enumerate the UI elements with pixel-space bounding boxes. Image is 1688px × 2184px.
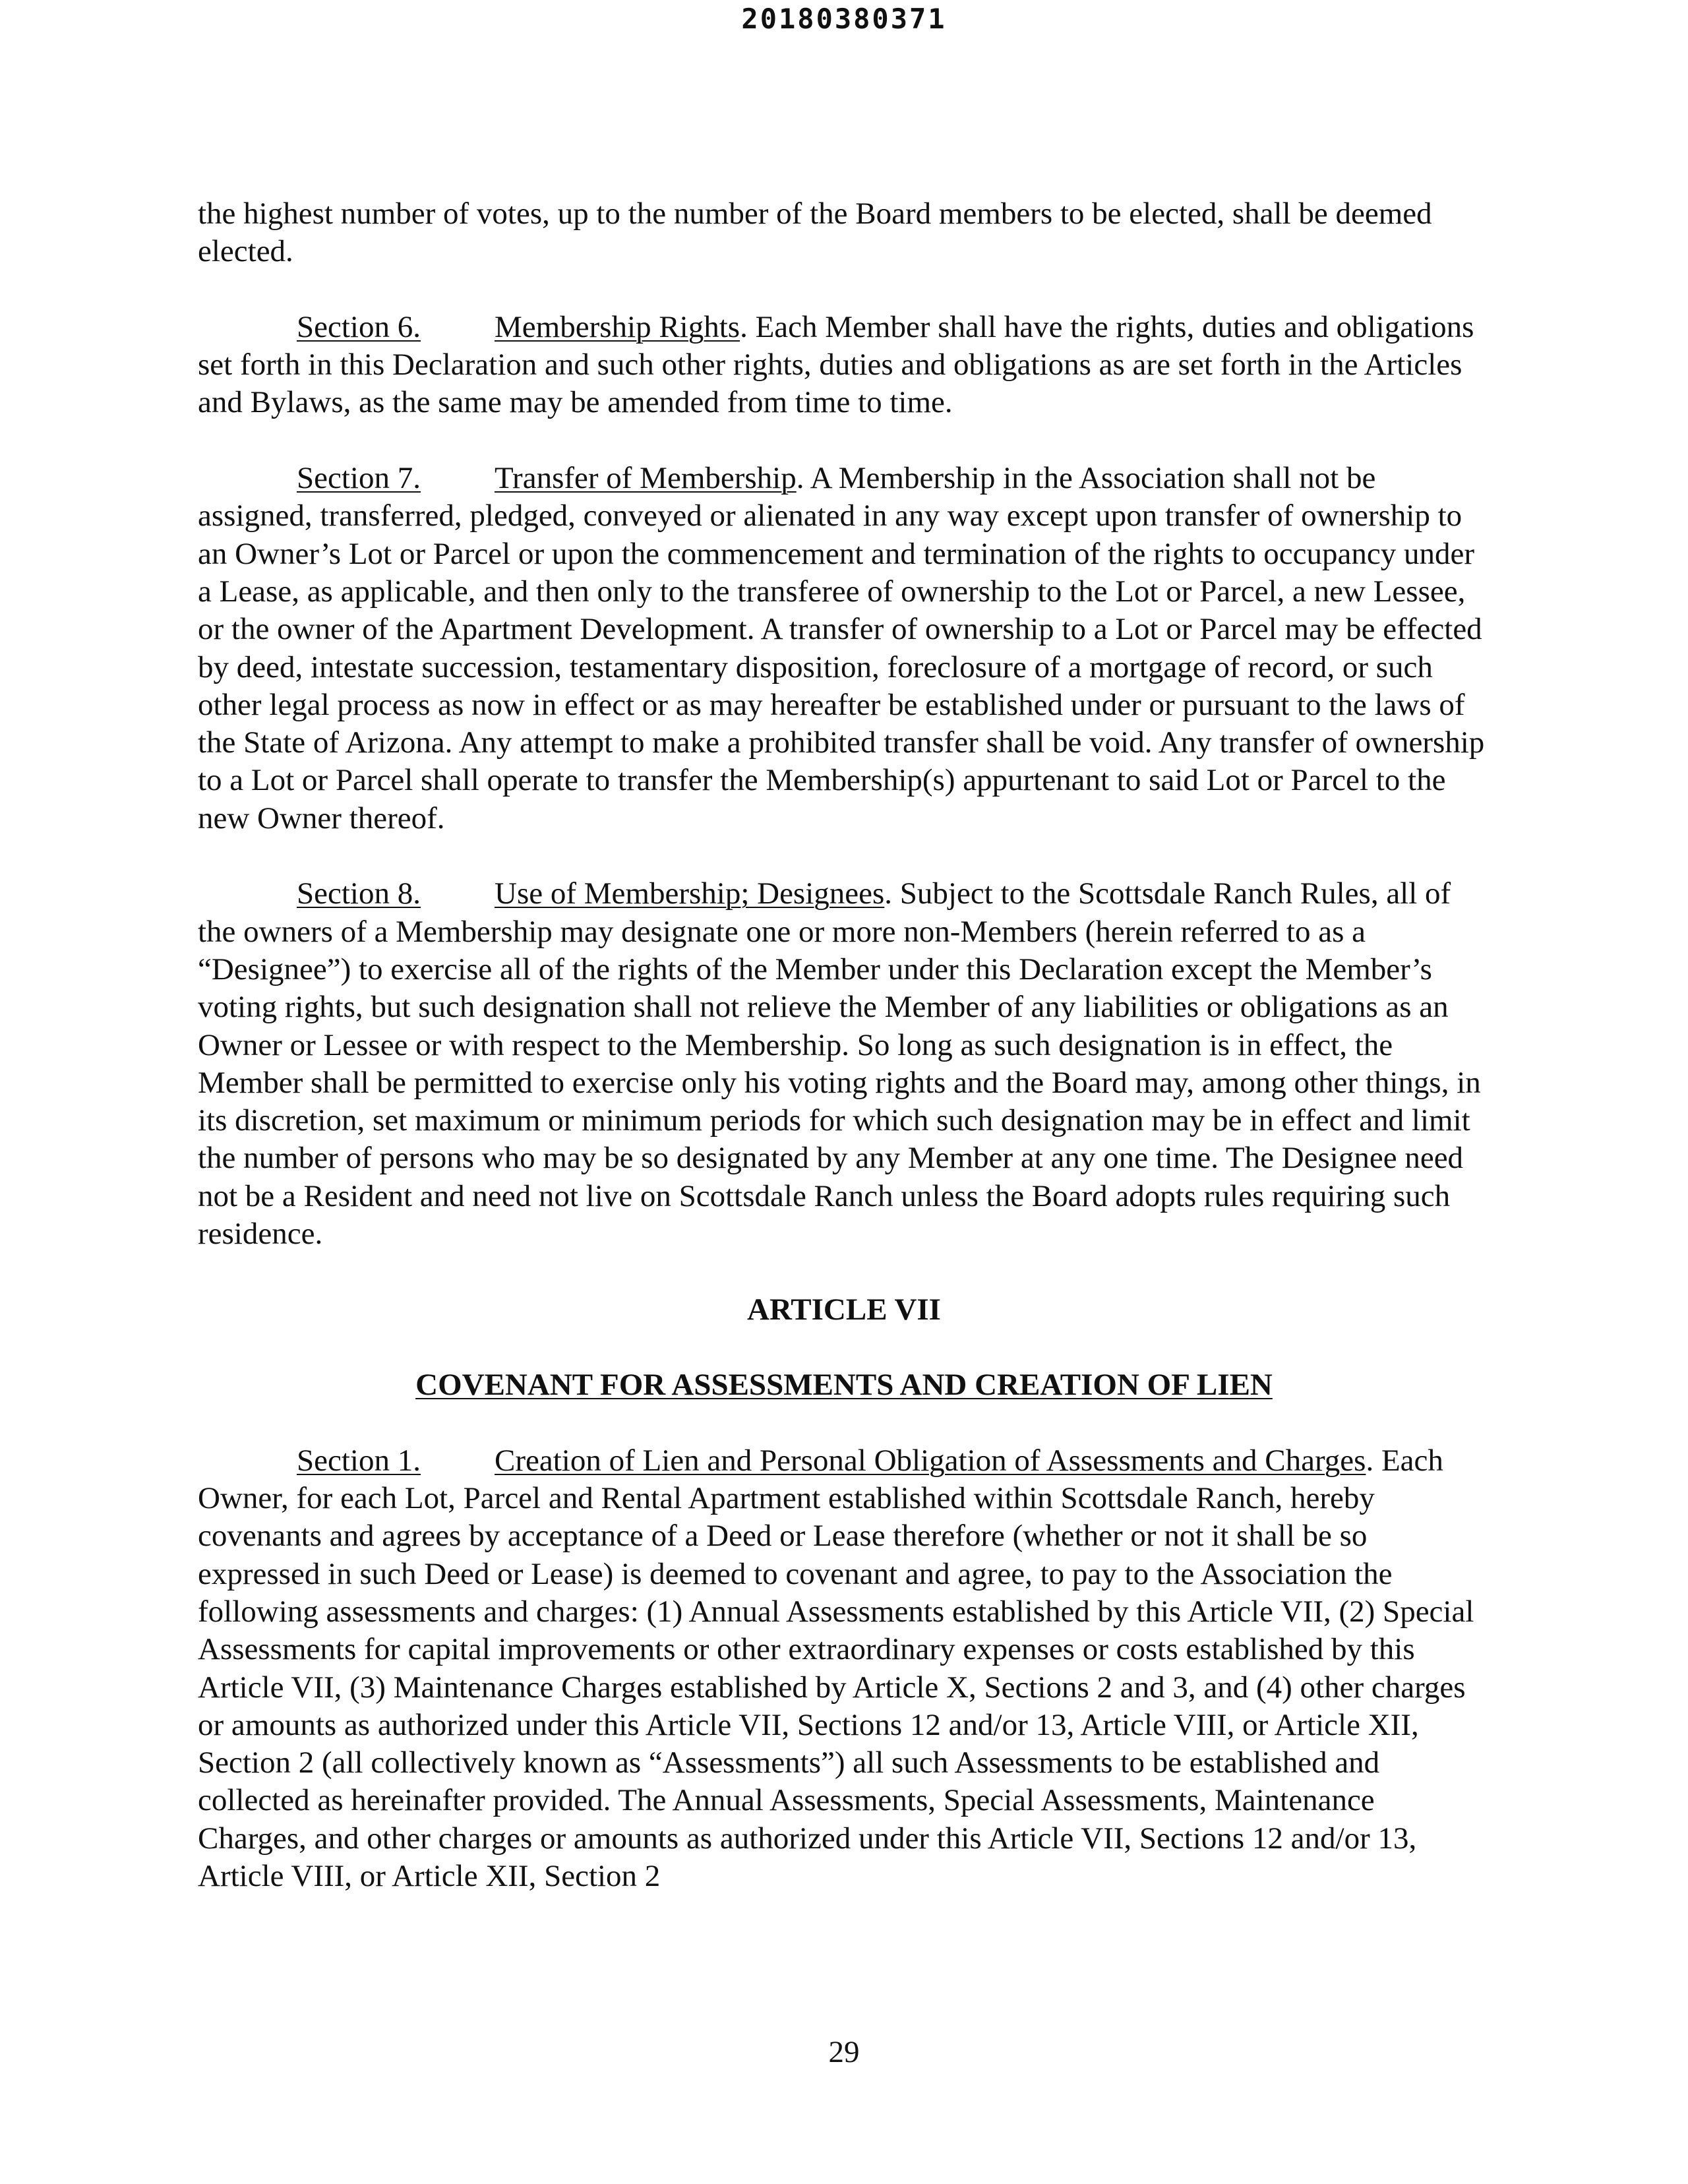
document-number: 20180380371 xyxy=(741,3,947,35)
article-section-1-number: Section 1. xyxy=(297,1443,421,1478)
article-section-1-text: Each Owner, for each Lot, Parcel and Rental Apartment established within Scottsdale Ranch, hereby covenants and agrees by acceptance of a Deed or Lease therefore (whether or not it shall be so expressed in such Deed or Lease) is deemed to covenant and agree, to pay to the Association the following assessments and charges: (1) Annual Assessments established by this Article VII, (2) Special Assessments for capital improvements or other extraordinary expenses or costs established by this Article VII, (3) Maintenance Charges established by Article X, Sections 2 and 3, and (4) other charges or amounts as authorized under this Article VII, Sections 12 and/or 13, Article VIII, or Article XII, Section 2 (all collectively known as “Assessments”) all such Assessments to be established and collected as hereinafter provided. The Annual Assessments, Special Assessments, Maintenance Charges, and other charges or amounts as authorized under this Article VII, Sections 12 and/or 13, Article VIII, or Article XII, Section 2 xyxy=(198,1443,1474,1894)
section-6-title: Membership Rights xyxy=(495,309,740,344)
article-title-wrap xyxy=(198,1366,1490,1404)
section-8-paragraph: Section 8. Use of Membership; Designees. Subject to the Scottsdale Ranch Rules, all of the owners of a Membership may designate one or more non-Members (herein referred to as a “Designee”) to exercise all of the rights of the Member under this Declaration except the Member’s voting rights, but such designation shall not relieve the Member of any liabilities or obligations as an Owner or Lessee or with respect to the Membership. So long as such designation is in effect, the Member shall be permitted to exercise only his voting rights and the Board may, among other things, in its discretion, set maximum or minimum periods for which such designation may be in effect and limit the number of persons who may be so designated by any Member at any one time. The Designee need not be a Resident and need not live on Scottsdale Ranch unless the Board adopts rules requiring such residence. xyxy=(198,876,1481,1252)
page-body xyxy=(198,195,1490,1933)
article-section-1-paragraph: Section 1. Creation of Lien and Personal Obligation of Assessments and Charges. Each Owner, for each Lot, Parcel and Rental Apartment established within Scottsdale Ranch, hereby covenants and agrees by acceptance of a Deed or Lease therefore (whether or not it shall be so expressed in such Deed or Lease) is deemed to covenant and agree, to pay to the Association the following assessments and charges: (1) Annual Assessments established by this Article VII, (2) Special Assessments for capital improvements or other extraordinary expenses or costs established by this Article VII, (3) Maintenance Charges established by Article X, Sections 2 and 3, and (4) other charges or amounts as authorized under this Article VII, Sections 12 and/or 13, Article VIII, or Article XII, Section 2 (all collectively known as “Assessments”) all such Assessments to be established and collected as hereinafter provided. The Annual Assessments, Special Assessments, Maintenance Charges, and other charges or amounts as authorized under this Article VII, Sections 12 and/or 13, Article VIII, or Article XII, Section 2 xyxy=(198,1443,1474,1894)
section-7-text: A Membership in the Association shall not be assigned, transferred, pledged, conveyed or alienated in any way except upon transfer of ownership to an Owner’s Lot or Parcel or upon the commencement and termination of the rights to occupancy under a Lease, as applicable, and then only to the transferee of ownership to the Lot or Parcel, a new Lessee, or the owner of the Apartment Development. A transfer of ownership to a Lot or Parcel may be effected by deed, intestate succession, testamentary disposition, foreclosure of a mortgage of record, or such other legal process as now in effect or as may hereafter be established under or pursuant to the laws of the State of Arizona. Any attempt to make a prohibited transfer shall be void. Any transfer of ownership to a Lot or Parcel shall operate to transfer the Membership(s) appurtenant to said Lot or Parcel to the new Owner thereof. xyxy=(198,461,1485,835)
section-7-paragraph: Section 7. Transfer of Membership. A Membership in the Association shall not be assigned, transferred, pledged, conveyed or alienated in any way except upon transfer of ownership to an Owner’s Lot or Parcel or upon the commencement and termination of the rights to occupancy under a Lease, as applicable, and then only to the transferee of ownership to the Lot or Parcel, a new Lessee, or the owner of the Apartment Development. A transfer of ownership to a Lot or Parcel may be effected by deed, intestate succession, testamentary disposition, foreclosure of a mortgage of record, or such other legal process as now in effect or as may hereafter be established under or pursuant to the laws of the State of Arizona. Any attempt to make a prohibited transfer shall be void. Any transfer of ownership to a Lot or Parcel shall operate to transfer the Membership(s) appurtenant to said Lot or Parcel to the new Owner thereof. xyxy=(198,461,1485,835)
section-8-text: Subject to the Scottsdale Ranch Rules, all of the owners of a Membership may designate one or more non-Members (herein referred to as a “Designee”) to exercise all of the rights of the Member under this Declaration except the Member’s voting rights, but such designation shall not relieve the Member of any liabilities or obligations as an Owner or Lessee or with respect to the Membership. So long as such designation is in effect, the Member shall be permitted to exercise only his voting rights and the Board may, among other things, in its discretion, set maximum or minimum periods for which such designation may be in effect and limit the number of persons who may be so designated by any Member at any one time. The Designee need not be a Resident and need not live on Scottsdale Ranch unless the Board adopts rules requiring such residence. xyxy=(198,876,1481,1252)
section-8-number: Section 8. xyxy=(297,876,421,911)
article-title: COVENANT FOR ASSESSMENTS AND CREATION OF LIEN xyxy=(415,1368,1273,1403)
section-7-title: Transfer of Membership xyxy=(495,461,797,496)
section-8-title: Use of Membership; Designees xyxy=(495,876,885,911)
article-number: ARTICLE VII xyxy=(747,1292,941,1327)
section-6-number: Section 6. xyxy=(297,309,421,344)
section-7-number: Section 7. xyxy=(297,461,421,496)
section-6-text: Each Member shall have the rights, duties and obligations set forth in this Declaration and such other rights, duties and obligations as are set forth in the Articles and Bylaws, as the same may be amended from time to time. xyxy=(198,309,1474,420)
section-6-paragraph: Section 6. Membership Rights. Each Member shall have the rights, duties and obligations set forth in this Declaration and such other rights, duties and obligations as are set forth in the Articles and Bylaws, as the same may be amended from time to time. xyxy=(198,309,1474,420)
continuation-paragraph: the highest number of votes, up to the number of the Board members to be elected, shall be deemed elected. xyxy=(198,197,1432,269)
page-number: 29 xyxy=(828,2035,860,2069)
article-section-1-title: Creation of Lien and Personal Obligation of Assessments and Charges xyxy=(495,1443,1366,1478)
